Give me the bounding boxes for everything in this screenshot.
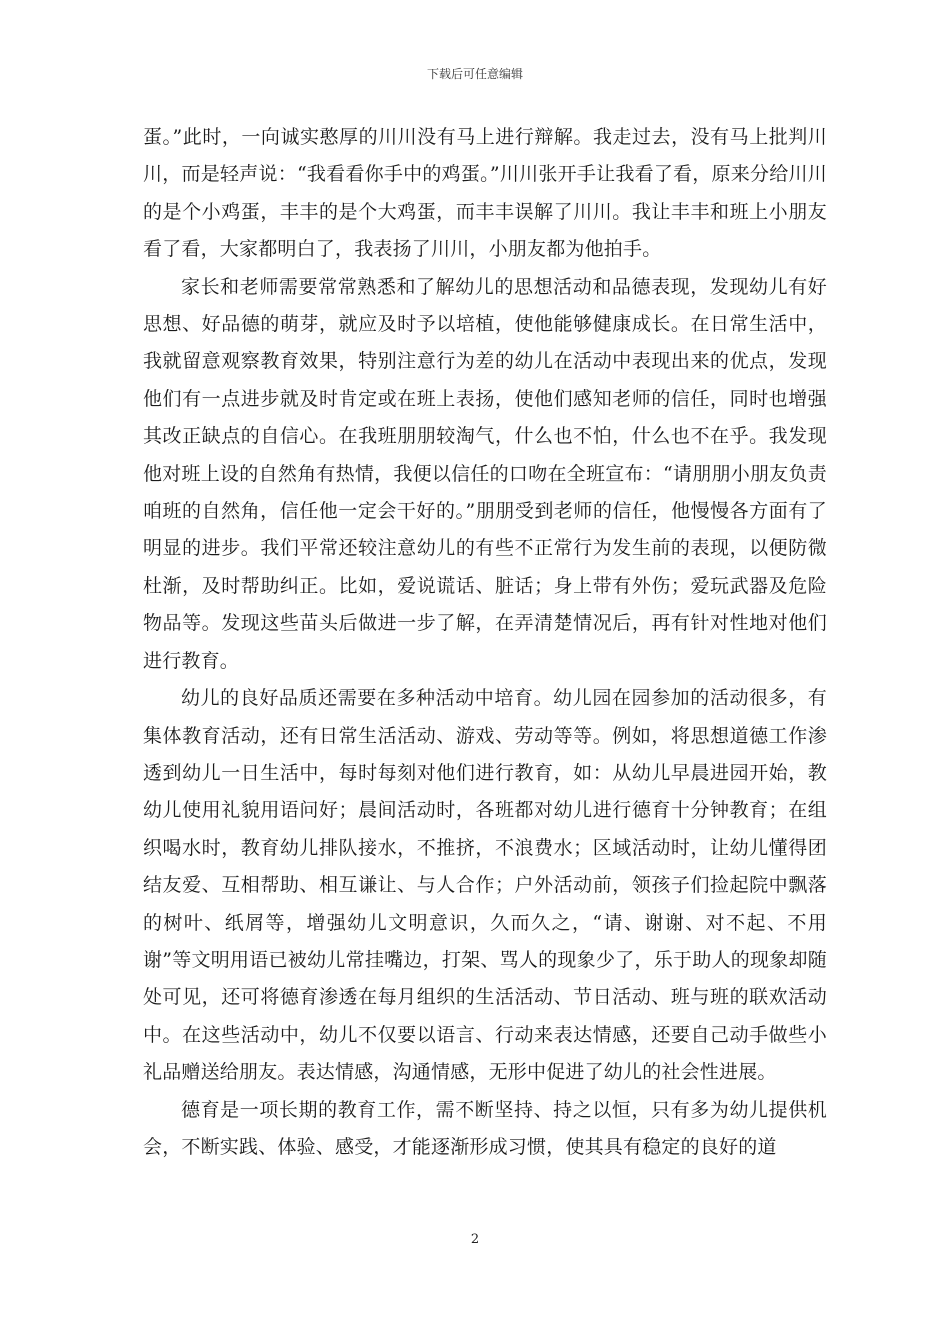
document-body <box>143 119 827 1166</box>
paragraph-teacher-observation: 家长和老师需要常常熟悉和了解幼儿的思想活动和品德表现，发现幼儿有好思想、好品德的萌芽，就应及时予以培植，使他能够健康成长。在日常生活中，我就留意观察教育效果，特别注意行为差的幼儿在活动中表现出来的优点，发现他们有一点进步就及时肯定或在班上表扬，使他们感知老师的信任，同时也增强其改正缺点的自信心。在我班朋朋较淘气，什么也不怕，什么也不在乎。我发现他对班上设的自然角有热情，我便以信任的口吻在全班宣布：“请朋朋小朋友负责咱班的自然角，信任他一定会干好的。”朋朋受到老师的信任，他慢慢各方面有了明显的进步。我们平常还较注意幼儿的有些不正常行为发生前的表现，以便防微杜渐，及时帮助纠正。比如，爱说谎话、脏话；身上带有外伤；爱玩武器及危险物品等。发现这些苗头后做进一步了解，在弄清楚情况后，再有针对性地对他们进行教育。 <box>143 275 827 672</box>
paragraph-continuation: 蛋。”此时，一向诚实憨厚的川川没有马上进行辩解。我走过去，没有马上批判川川，而是轻声说：“我看看你手中的鸡蛋。”川川张开手让我看了看，原来分给川川的是个小鸡蛋，丰丰的是个大鸡蛋，而丰丰误解了川川。我让丰丰和班上小朋友看了看，大家都明白了，我表扬了川川，小朋友都为他拍手。 <box>143 126 827 261</box>
paragraph-activities: 幼儿的良好品质还需要在多种活动中培育。幼儿园在园参加的活动很多，有集体教育活动，还有日常生活活动、游戏、劳动等等。例如，将思想道德工作渗透到幼儿一日生活中，每时每刻对他们进行教育，如：从幼儿早晨进园开始，教幼儿使用礼貌用语问好；晨间活动时，各班都对幼儿进行德育十分钟教育；在组织喝水时，教育幼儿排队接水，不推挤，不浪费水；区域活动时，让幼儿懂得团结友爱、互相帮助、相互谦让、与人合作；户外活动前，领孩子们捡起院中飘落的树叶、纸屑等，增强幼儿文明意识，久而久之，“请、谢谢、对不起、不用谢”等文明用语已被幼儿常挂嘴边，打架、骂人的现象少了，乐于助人的现象却随处可见，还可将德育渗透在每月组织的生活活动、节日活动、班与班的联欢活动中。在这些活动中，幼儿不仅要以语言、行动来表达情感，还要自己动手做些小礼品赠送给朋友。表达情感，沟通情感，无形中促进了幼儿的社会性进展。 <box>143 687 827 1084</box>
page-header: 下载后可任意编辑 <box>426 67 523 81</box>
page-number: 2 <box>470 1232 480 1247</box>
paragraph-moral-education: 德育是一项长期的教育工作，需不断坚持、持之以恒，只有多为幼儿提供机会，不断实践、体验、感受，才能逐渐形成习惯，使其具有稳定的良好的道 <box>143 1098 827 1158</box>
